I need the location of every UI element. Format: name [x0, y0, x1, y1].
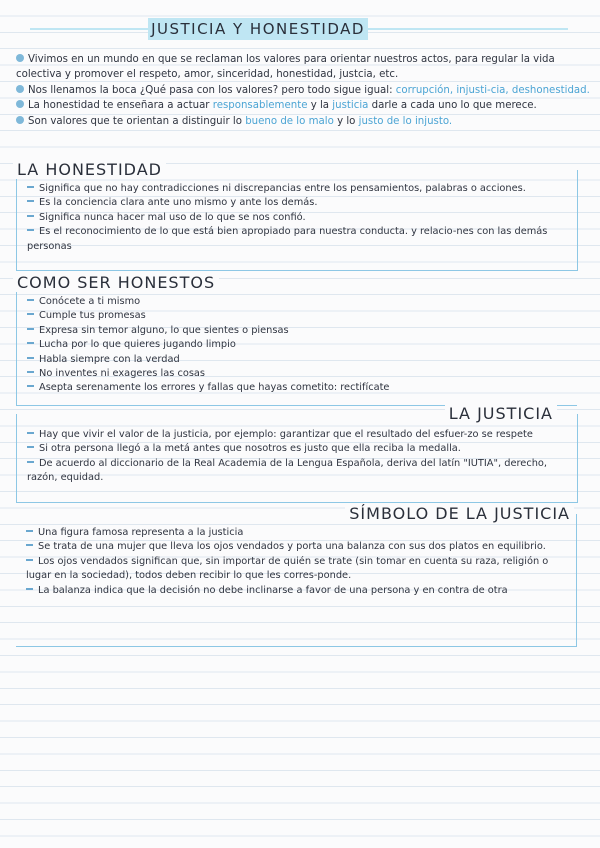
list-item — [27, 309, 569, 323]
list-item-text: Significa que no hay contradicciones ni discrepancias entre los pensamientos, palabras o acciones. — [39, 183, 526, 194]
list-item-text: Habla siempre con la verdad — [39, 353, 180, 365]
section-title: COMO SER HONESTOS — [13, 273, 219, 292]
section-body — [27, 182, 569, 254]
list-item-text: Expresa sin temor alguno, lo que sientes o piensas — [39, 324, 289, 336]
list-item — [27, 324, 569, 338]
list-item — [26, 555, 568, 584]
list-item-text: De acuerdo al diccionario de la Real Academia de la Lengua Española, deriva del latín "IUTIA", derecho, razón, equidad. — [27, 457, 548, 484]
highlighted-text: corrupción, injusti-cia, deshonestidad. — [395, 84, 590, 96]
bullet-dot-icon — [16, 85, 24, 93]
section-honestidad — [16, 160, 578, 271]
list-item — [27, 295, 569, 309]
page-title: JUSTICIA Y HONESTIDAD — [151, 20, 365, 38]
section-body — [27, 295, 569, 396]
dash-bullet-icon — [27, 299, 34, 301]
list-item — [26, 526, 568, 540]
list-item-text: Lucha por lo que quieres jugando limpio — [39, 339, 236, 351]
list-item — [27, 381, 569, 395]
list-item-text: Una figura famosa representa a la justicia — [38, 527, 244, 538]
list-item-text: Cumple tus promesas — [39, 310, 146, 322]
intro-paragraphs — [16, 52, 590, 129]
list-item-text: No inventes ni exageres las cosas — [39, 368, 206, 380]
list-item — [27, 182, 569, 196]
intro-text: y la — [307, 100, 333, 112]
section-title: LA JUSTICIA — [445, 404, 557, 423]
list-item-text: Significa nunca hacer mal uso de lo que se nos confió. — [39, 211, 306, 223]
dash-bullet-icon — [27, 385, 34, 387]
intro-paragraph — [16, 98, 590, 113]
list-item-text: Los ojos vendados significan que, sin importar de quién se trate (sin tomar en cuenta su raza, religión o lugar en la sociedad), todos deben recibir lo que les corres-ponde. — [26, 555, 549, 582]
intro-text: La honestidad te enseñara a actuar — [28, 100, 213, 112]
intro-text: darle a cada uno lo que merece. — [368, 100, 537, 112]
dash-bullet-icon — [26, 530, 33, 532]
dash-bullet-icon — [27, 342, 34, 344]
section-la-justicia — [16, 404, 578, 503]
dash-bullet-icon — [27, 432, 34, 434]
intro-text: Son valores que te orientan a distinguir lo — [28, 115, 246, 127]
dash-bullet-icon — [27, 357, 34, 359]
list-item-text: Es el reconocimiento de lo que está bien apropiado para nuestra conducta. y relacio-nes con las demás personas — [27, 226, 548, 252]
dash-bullet-icon — [27, 200, 34, 202]
section-title: SÍMBOLO DE LA JUSTICIA — [345, 504, 574, 523]
highlighted-text: responsablemente — [212, 100, 308, 112]
dash-bullet-icon — [27, 461, 34, 463]
section-simbolo-justicia — [16, 504, 577, 647]
list-item — [27, 196, 569, 210]
highlighted-text: bueno de lo malo — [245, 115, 334, 127]
dash-bullet-icon — [27, 215, 34, 217]
title-underline-left — [30, 28, 148, 30]
title-underline-right — [368, 28, 568, 30]
section-title: LA HONESTIDAD — [13, 160, 166, 179]
list-item — [27, 225, 569, 254]
intro-paragraph — [16, 83, 590, 98]
list-item — [27, 211, 569, 225]
list-item-text: Hay que vivir el valor de la justicia, por ejemplo: garantizar que el resultado del esfuer-zo se respete — [39, 429, 533, 440]
intro-text: Nos llenamos la boca ¿Qué pasa con los valores? pero todo sigue igual: — [28, 84, 396, 96]
highlighted-text: justicia — [332, 100, 369, 112]
list-item — [27, 428, 569, 442]
list-item — [27, 367, 569, 381]
intro-text: Vivimos en un mundo en que se reclaman los valores para orientar nuestros actos, para regular la vida colectiva y promover el respeto, amor, sinceridad, honestidad, justcia, etc. — [16, 54, 555, 81]
list-item — [27, 442, 569, 456]
intro-paragraph — [16, 52, 590, 83]
bullet-dot-icon — [16, 116, 24, 124]
section-body — [27, 428, 569, 486]
list-item — [26, 584, 568, 598]
dash-bullet-icon — [27, 446, 34, 448]
highlighted-text: justo de lo injusto. — [358, 115, 453, 127]
section-como-ser-honestos — [16, 273, 577, 406]
list-item-text: La balanza indica que la decisión no debe inclinarse a favor de una persona y en contra de otra — [38, 584, 508, 596]
dash-bullet-icon — [27, 186, 34, 188]
dash-bullet-icon — [26, 544, 33, 546]
dash-bullet-icon — [27, 229, 34, 231]
list-item-text: Asepta serenamente los errores y fallas que hayas cometito: rectifícate — [39, 382, 390, 394]
list-item-text: Si otra persona llegó a la metá antes que nosotros es justo que ella reciba la medalla. — [39, 443, 461, 455]
dash-bullet-icon — [26, 588, 33, 590]
section-body — [26, 526, 568, 598]
title-banner — [148, 18, 368, 40]
dash-bullet-icon — [27, 328, 34, 330]
list-item — [26, 540, 568, 554]
dash-bullet-icon — [27, 371, 34, 373]
list-item-text: Conócete a ti mismo — [39, 296, 141, 307]
bullet-dot-icon — [16, 54, 24, 62]
dash-bullet-icon — [26, 559, 33, 561]
list-item-text: Se trata de una mujer que lleva los ojos vendados y porta una balanza con sus dos platos en equilibrio. — [38, 541, 546, 553]
dash-bullet-icon — [27, 313, 34, 315]
intro-paragraph — [16, 114, 590, 129]
list-item — [27, 457, 569, 486]
list-item — [27, 353, 569, 367]
bullet-dot-icon — [16, 100, 24, 108]
intro-text: y lo — [333, 115, 359, 127]
list-item — [27, 338, 569, 352]
list-item-text: Es la conciencia clara ante uno mismo y ante los demás. — [39, 197, 318, 209]
